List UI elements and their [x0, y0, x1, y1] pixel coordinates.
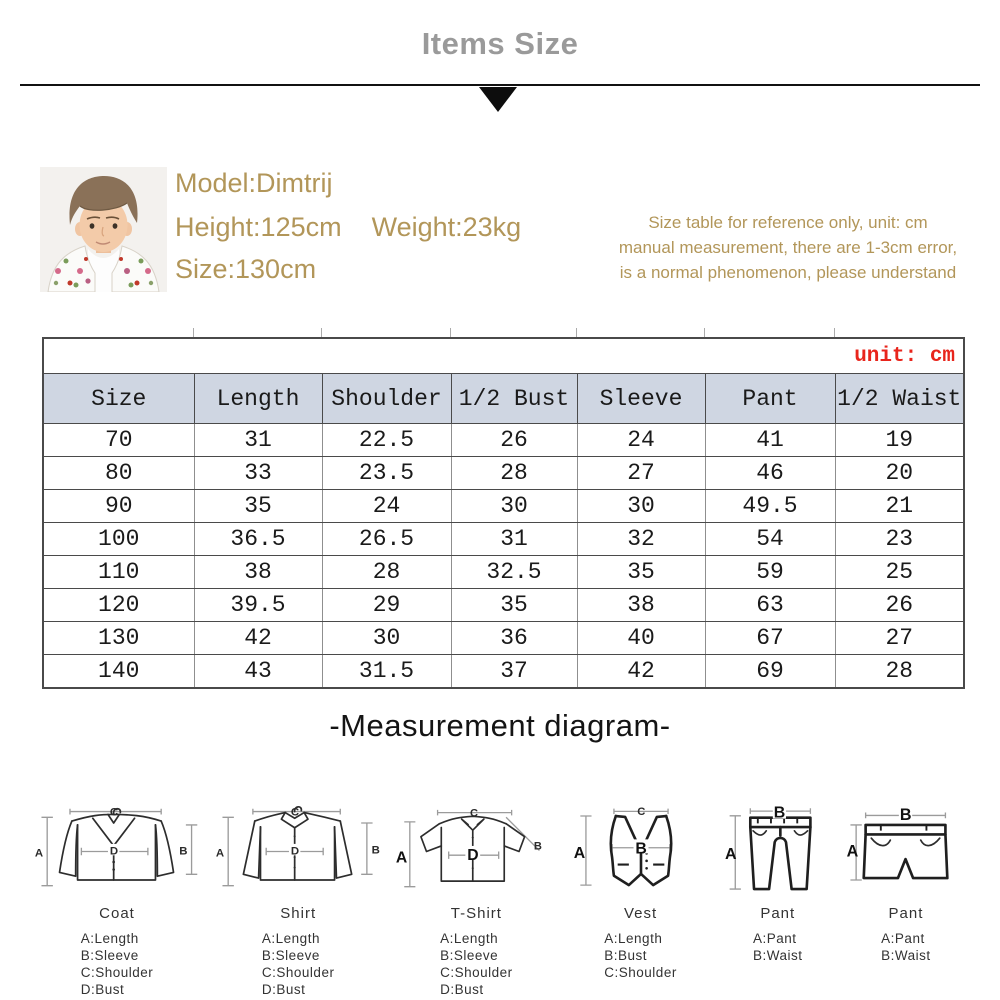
- pant-icon: [724, 804, 832, 899]
- legend-line: B:Sleeve: [261, 948, 320, 963]
- table-cell: 27: [835, 622, 964, 655]
- table-row: [43, 589, 964, 622]
- table-cell: 28: [451, 457, 577, 490]
- column-header: 1/2 Bust: [451, 374, 577, 424]
- shorts-icon: [845, 804, 967, 899]
- table-cell: 36: [451, 622, 577, 655]
- diagram-legend: [440, 930, 513, 998]
- legend-line: B:Waist: [881, 948, 931, 963]
- table-cell: 69: [705, 655, 835, 689]
- legend-line: B:Sleeve: [80, 948, 139, 963]
- model-size: Size:130cm: [175, 254, 317, 284]
- table-cell: 40: [577, 622, 705, 655]
- table-cell: 39.5: [194, 589, 322, 622]
- table-cell: 26: [451, 424, 577, 457]
- note-line: is a normal phenomenon, please understand: [619, 263, 957, 282]
- page-title: Items Size: [421, 26, 579, 61]
- table-cell: 30: [451, 490, 577, 523]
- table-row: [43, 490, 964, 523]
- measurement-diagrams: [33, 804, 967, 999]
- diagram-name: Pant: [760, 905, 796, 922]
- table-cell: 24: [322, 490, 451, 523]
- diagram-legend: [262, 930, 335, 998]
- table-cell: 38: [194, 556, 322, 589]
- model-photo-icon: [40, 167, 167, 292]
- mark-c: C: [470, 807, 479, 820]
- table-cell: 24: [577, 424, 705, 457]
- legend-line: D:Bust: [440, 982, 484, 997]
- diagram-legend: [753, 930, 803, 964]
- legend-line: B:Waist: [752, 948, 803, 963]
- diagram-tshirt: [395, 804, 557, 999]
- diagram-coat: [33, 804, 201, 999]
- table-cell: 140: [43, 655, 194, 689]
- diagram-name: Pant: [888, 905, 924, 922]
- column-header: Length: [194, 374, 322, 424]
- table-row: [43, 622, 964, 655]
- mark-d: D: [467, 846, 479, 864]
- measurement-diagram-title: -Measurement diagram-: [329, 708, 671, 743]
- column-tick: [834, 328, 835, 337]
- table-cell: 49.5: [705, 490, 835, 523]
- table-cell: 42: [577, 655, 705, 689]
- table-cell: 42: [194, 622, 322, 655]
- table-cell: 20: [835, 457, 964, 490]
- model-height: Height:125cm: [175, 212, 342, 242]
- table-cell: 43: [194, 655, 322, 689]
- column-header: Shoulder: [322, 374, 451, 424]
- diagram-legend: [881, 930, 931, 964]
- table-row: [43, 655, 964, 689]
- table-cell: 31: [451, 523, 577, 556]
- legend-line: D:Bust: [80, 982, 125, 997]
- diagram-legend: [81, 930, 154, 998]
- table-cell: 35: [577, 556, 705, 589]
- mark-d: D: [109, 845, 119, 858]
- model-info: [175, 170, 521, 283]
- table-cell: 130: [43, 622, 194, 655]
- table-cell: 37: [451, 655, 577, 689]
- mark-a: A: [216, 847, 225, 860]
- table-cell: 19: [835, 424, 964, 457]
- table-cell: 28: [835, 655, 964, 689]
- table-cell: 35: [194, 490, 322, 523]
- diagram-pant: [724, 804, 832, 965]
- table-cell: 35: [451, 589, 577, 622]
- table-cell: 23: [835, 523, 964, 556]
- mark-c: C: [109, 806, 119, 819]
- legend-line: A:Length: [80, 931, 139, 946]
- diagram-name: Coat: [99, 905, 135, 922]
- mark-b: B: [534, 840, 543, 853]
- legend-line: A:Pant: [881, 931, 925, 946]
- table-cell: 21: [835, 490, 964, 523]
- unit-row: [43, 338, 964, 374]
- legend-line: A:Pant: [752, 931, 797, 946]
- mark-b: B: [371, 844, 381, 857]
- legend-line: B:Bust: [604, 948, 648, 963]
- column-header: 1/2 Waist: [835, 374, 964, 424]
- tshirt-icon: [395, 804, 557, 899]
- unit-label: unit: cm: [43, 338, 964, 374]
- column-tick: [576, 328, 577, 337]
- table-cell: 110: [43, 556, 194, 589]
- table-cell: 36.5: [194, 523, 322, 556]
- table-cell: 30: [322, 622, 451, 655]
- size-table: [42, 337, 965, 689]
- legend-line: A:Length: [440, 931, 499, 946]
- table-cell: 41: [705, 424, 835, 457]
- column-tick: [321, 328, 322, 337]
- table-row: [43, 523, 964, 556]
- mark-b: B: [899, 806, 912, 825]
- legend-line: B:Sleeve: [440, 948, 499, 963]
- reference-note: [592, 210, 984, 285]
- legend-line: C:Shoulder: [261, 965, 335, 980]
- table-row: [43, 424, 964, 457]
- mark-a: A: [396, 849, 408, 867]
- table-cell: 23.5: [322, 457, 451, 490]
- table-cell: 29: [322, 589, 451, 622]
- column-tick: [450, 328, 451, 337]
- diagram-name: Vest: [623, 905, 658, 922]
- mark-b: B: [634, 840, 647, 858]
- legend-line: D:Bust: [261, 982, 306, 997]
- mark-c: C: [291, 806, 300, 819]
- table-cell: 120: [43, 589, 194, 622]
- diagram-name: Shirt: [280, 905, 317, 922]
- diagram-vest: [571, 804, 711, 982]
- mark-d: D: [291, 845, 300, 858]
- note-line: Size table for reference only, unit: cm: [648, 213, 928, 232]
- shirt-icon: [214, 804, 382, 899]
- table-cell: 25: [835, 556, 964, 589]
- column-tick: [704, 328, 705, 337]
- table-cell: 80: [43, 457, 194, 490]
- table-cell: 38: [577, 589, 705, 622]
- table-cell: 26: [835, 589, 964, 622]
- diagram-shirt: [214, 804, 382, 999]
- mark-c: C: [636, 806, 645, 819]
- mark-a: A: [573, 845, 585, 863]
- table-cell: 67: [705, 622, 835, 655]
- vest-icon: [571, 804, 711, 899]
- mark-a: A: [846, 842, 859, 861]
- table-cell: 70: [43, 424, 194, 457]
- note-line: manual measurement, there are 1-3cm error,: [618, 238, 958, 257]
- table-cell: 46: [705, 457, 835, 490]
- column-header: Size: [43, 374, 194, 424]
- table-cell: 100: [43, 523, 194, 556]
- legend-line: C:Shoulder: [440, 965, 513, 980]
- diagram-legend: [604, 930, 677, 981]
- table-cell: 30: [577, 490, 705, 523]
- table-cell: 27: [577, 457, 705, 490]
- table-cell: 32: [577, 523, 705, 556]
- table-cell: 31: [194, 424, 322, 457]
- legend-line: A:Length: [604, 931, 663, 946]
- column-tick: [193, 328, 194, 337]
- mark-b: B: [773, 804, 786, 822]
- diagram-name: T-Shirt: [450, 905, 502, 922]
- column-header: Pant: [705, 374, 835, 424]
- legend-line: C:Shoulder: [604, 965, 677, 980]
- table-header-row: [43, 374, 964, 424]
- model-name: Model:Dimtrij: [175, 168, 333, 198]
- table-cell: 22.5: [322, 424, 451, 457]
- model-weight: Weight:23kg: [371, 212, 522, 242]
- divider-line: [20, 84, 980, 86]
- table-row: [43, 556, 964, 589]
- table-cell: 32.5: [451, 556, 577, 589]
- legend-line: C:Shoulder: [80, 965, 154, 980]
- column-header: Sleeve: [577, 374, 705, 424]
- table-cell: 63: [705, 589, 835, 622]
- table-cell: 28: [322, 556, 451, 589]
- table-cell: 59: [705, 556, 835, 589]
- mark-b: B: [179, 845, 188, 858]
- legend-line: A:Length: [261, 931, 320, 946]
- table-cell: 54: [705, 523, 835, 556]
- table-row: [43, 457, 964, 490]
- mark-a: A: [34, 847, 44, 860]
- down-arrow-icon: [479, 87, 517, 112]
- mark-a: A: [724, 846, 737, 864]
- table-cell: 90: [43, 490, 194, 523]
- table-cell: 26.5: [322, 523, 451, 556]
- table-cell: 33: [194, 457, 322, 490]
- coat-icon: [33, 804, 201, 899]
- table-cell: 31.5: [322, 655, 451, 689]
- diagram-shorts: [845, 804, 967, 965]
